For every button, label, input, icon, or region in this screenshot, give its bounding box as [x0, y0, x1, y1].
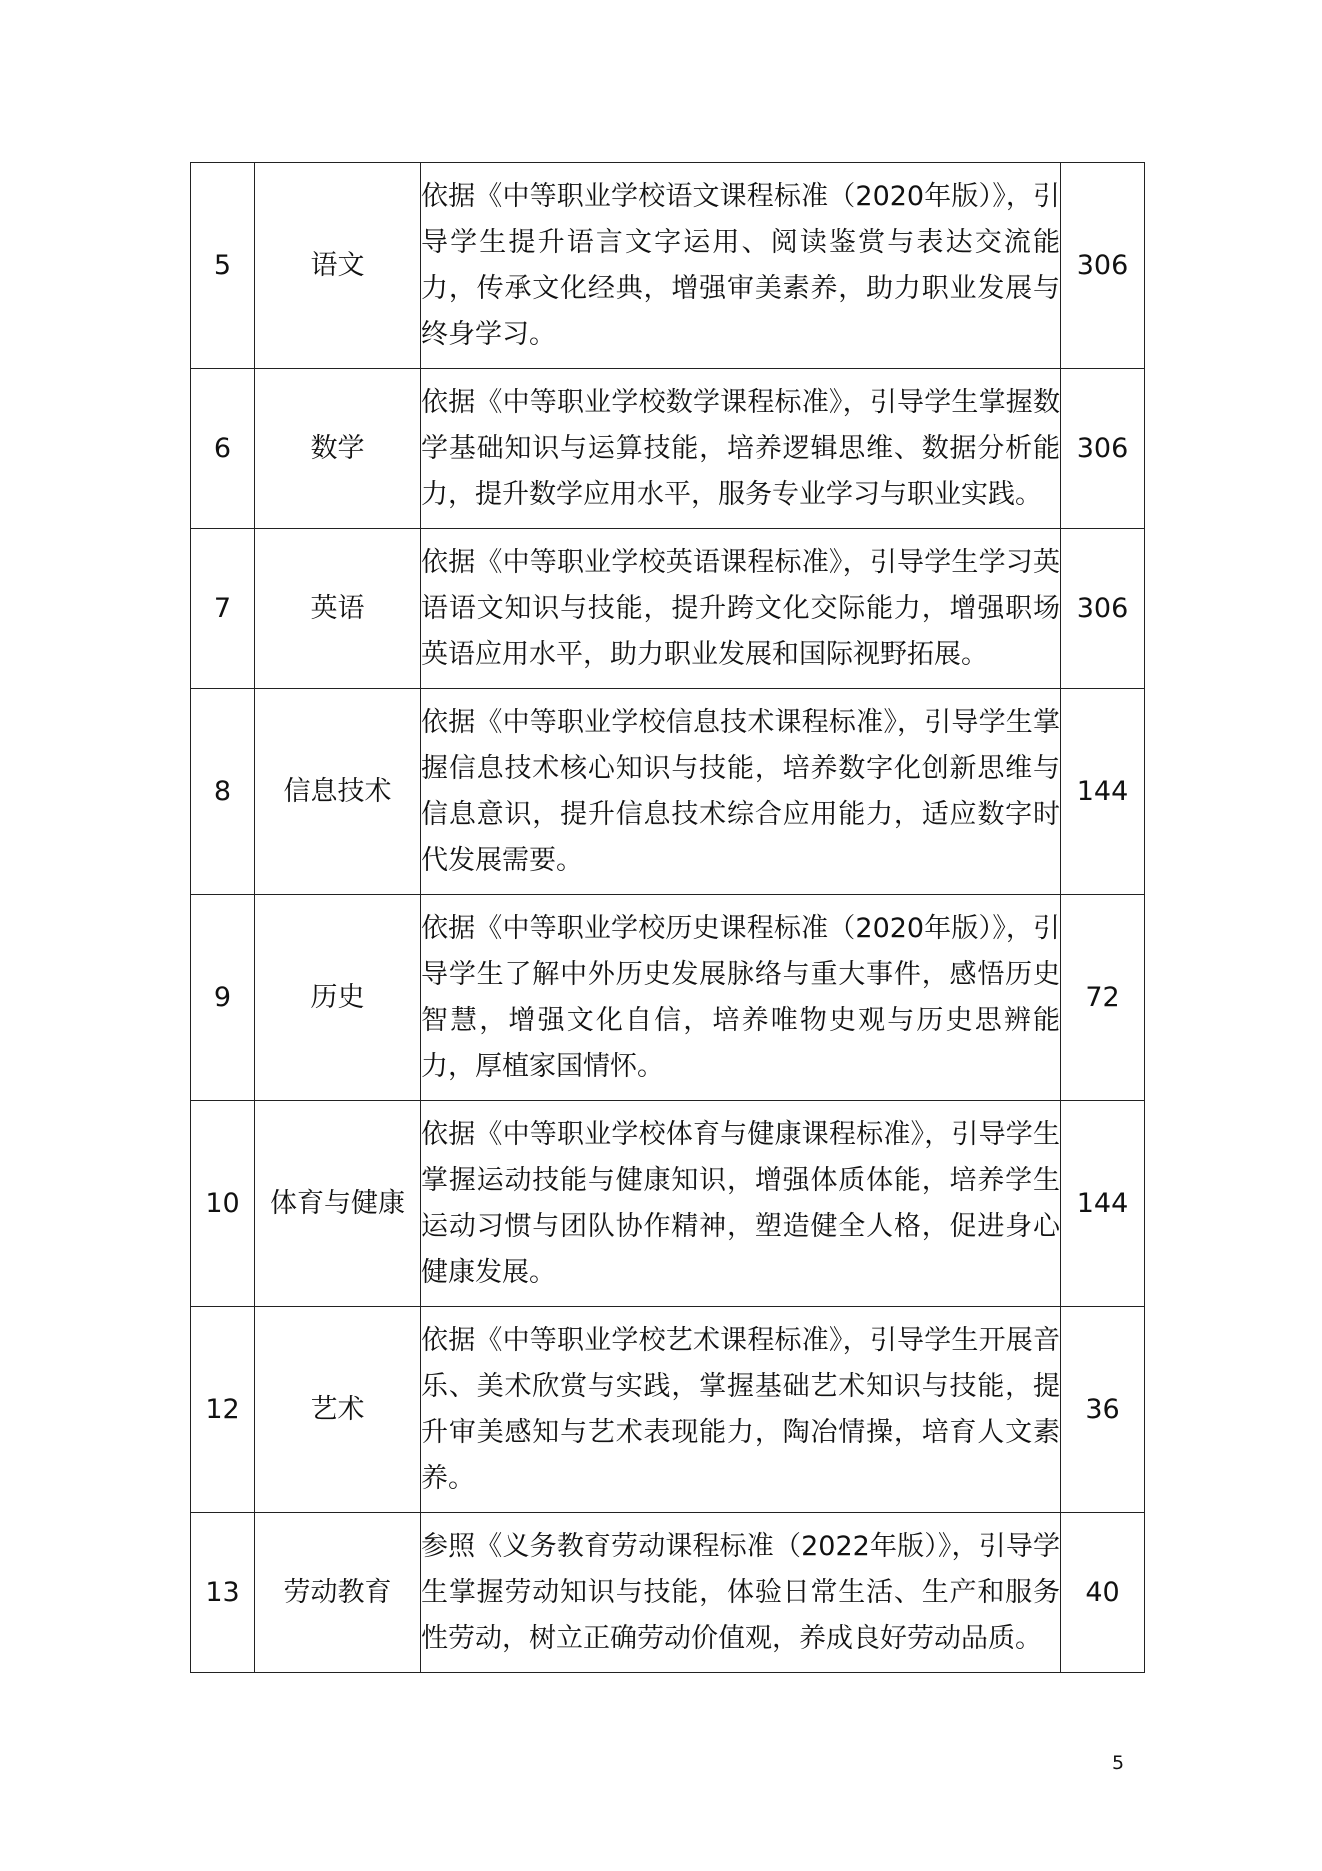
table-row [191, 1307, 1145, 1513]
course-hours-cell: 40 [1061, 1513, 1145, 1673]
course-hours-cell: 306 [1061, 369, 1145, 529]
course-description-cell: 依据《中等职业学校历史课程标准（2020年版）》，引导学生了解中外历史发展脉络与重大事件，感悟历史智慧，增强文化自信，培养唯物史观与历史思辨能力，厚植家国情怀。 [421, 895, 1061, 1101]
course-table [190, 162, 1145, 1673]
course-hours-cell: 144 [1061, 689, 1145, 895]
row-number-cell: 9 [191, 895, 255, 1101]
table-row [191, 1513, 1145, 1673]
course-name-cell: 艺术 [255, 1307, 421, 1513]
table-row [191, 689, 1145, 895]
course-hours-cell: 72 [1061, 895, 1145, 1101]
page-number: 5 [1112, 1752, 1125, 1774]
table-body [191, 163, 1145, 1673]
course-description-cell: 依据《中等职业学校数学课程标准》，引导学生掌握数学基础知识与运算技能，培养逻辑思维、数据分析能力，提升数学应用水平，服务专业学习与职业实践。 [421, 369, 1061, 529]
course-hours-cell: 306 [1061, 529, 1145, 689]
row-number-cell: 13 [191, 1513, 255, 1673]
course-description-cell: 依据《中等职业学校英语课程标准》，引导学生学习英语语文知识与技能，提升跨文化交际能力，增强职场英语应用水平，助力职业发展和国际视野拓展。 [421, 529, 1061, 689]
course-name-cell: 英语 [255, 529, 421, 689]
row-number-cell: 8 [191, 689, 255, 895]
course-description-cell: 依据《中等职业学校语文课程标准（2020年版）》，引导学生提升语言文字运用、阅读鉴赏与表达交流能力，传承文化经典，增强审美素养，助力职业发展与终身学习。 [421, 163, 1061, 369]
row-number-cell: 12 [191, 1307, 255, 1513]
course-name-cell: 信息技术 [255, 689, 421, 895]
table-row [191, 1101, 1145, 1307]
table-row [191, 895, 1145, 1101]
table-row [191, 369, 1145, 529]
course-description-cell: 依据《中等职业学校艺术课程标准》，引导学生开展音乐、美术欣赏与实践，掌握基础艺术知识与技能，提升审美感知与艺术表现能力，陶冶情操，培育人文素养。 [421, 1307, 1061, 1513]
course-description-cell: 参照《义务教育劳动课程标准（2022年版）》，引导学生掌握劳动知识与技能，体验日常生活、生产和服务性劳动，树立正确劳动价值观，养成良好劳动品质。 [421, 1513, 1061, 1673]
course-name-cell: 语文 [255, 163, 421, 369]
course-name-cell: 劳动教育 [255, 1513, 421, 1673]
course-description-cell: 依据《中等职业学校体育与健康课程标准》，引导学生掌握运动技能与健康知识，增强体质体能，培养学生运动习惯与团队协作精神，塑造健全人格，促进身心健康发展。 [421, 1101, 1061, 1307]
row-number-cell: 5 [191, 163, 255, 369]
table-row [191, 163, 1145, 369]
row-number-cell: 10 [191, 1101, 255, 1307]
course-name-cell: 体育与健康 [255, 1101, 421, 1307]
course-hours-cell: 36 [1061, 1307, 1145, 1513]
course-name-cell: 历史 [255, 895, 421, 1101]
course-hours-cell: 144 [1061, 1101, 1145, 1307]
table-row [191, 529, 1145, 689]
course-name-cell: 数学 [255, 369, 421, 529]
row-number-cell: 6 [191, 369, 255, 529]
course-description-cell: 依据《中等职业学校信息技术课程标准》，引导学生掌握信息技术核心知识与技能，培养数字化创新思维与信息意识，提升信息技术综合应用能力，适应数字时代发展需要。 [421, 689, 1061, 895]
row-number-cell: 7 [191, 529, 255, 689]
course-hours-cell: 306 [1061, 163, 1145, 369]
